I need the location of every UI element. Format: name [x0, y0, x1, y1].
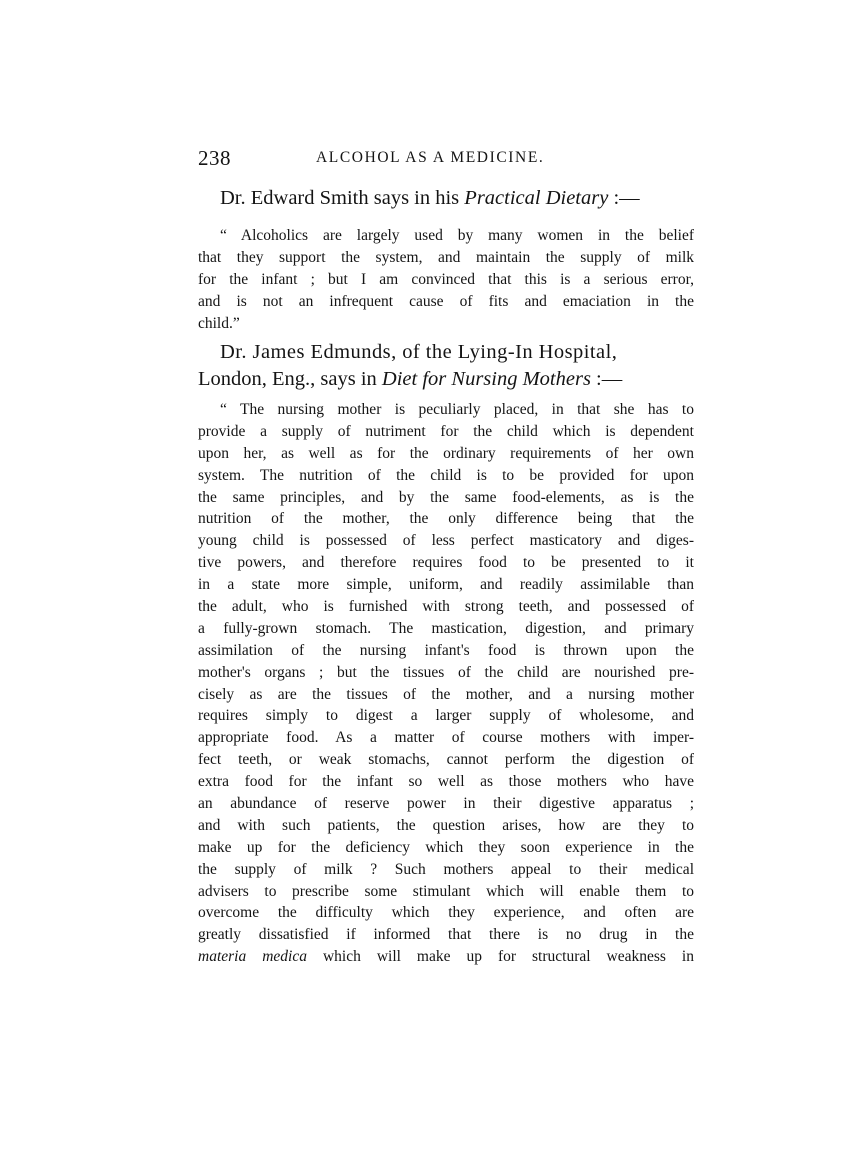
smith-quote-line: that they support the system, and maintain the supply of milk [198, 249, 694, 266]
edmunds-quote-line: requires simply to digest a larger supply of wholesome, and [198, 707, 694, 725]
smith-quote [198, 225, 694, 335]
edmunds-quote-line: overcome the difficulty which they experience, and often are [198, 904, 694, 922]
edmunds-quote [198, 399, 694, 968]
edmunds-quote-line: provide a supply of nutriment for the child which is dependent [198, 422, 694, 440]
edmunds-quote-line: upon her, as well as for the ordinary requirements of her own [198, 444, 694, 462]
edmunds-book-title: Diet for Nursing Mothers [381, 368, 591, 390]
smith-intro-line [198, 186, 698, 210]
smith-quote-line: “ Alcoholics are largely used by many women in the belief [220, 227, 694, 244]
page-number: 238 [198, 146, 231, 170]
page-header [198, 146, 698, 172]
edmunds-quote-line: in a state more simple, uniform, and readily assimilable than [198, 576, 694, 594]
smith-intro [198, 186, 698, 210]
edmunds-quote-line: fect teeth, or weak stomachs, cannot perform the digestion of [198, 751, 694, 769]
smith-intro-lead: Dr. Edward Smith says in his [220, 187, 465, 209]
edmunds-quote-line: young child is possessed of less perfect masticatory and diges- [198, 532, 694, 550]
edmunds-quote-line [198, 946, 694, 968]
edmunds-intro-tail: :— [590, 368, 623, 390]
running-head: ALCOHOL AS A MEDICINE. [316, 149, 545, 166]
edmunds-quote-line: tive powers, and therefore requires food to be presented to it [198, 554, 694, 572]
smith-book-title: Practical Dietary [464, 187, 609, 209]
edmunds-quote-line: cisely as are the tissues of the mother, and a nursing mother [198, 685, 694, 703]
edmunds-quote-line: an abundance of reserve power in their digestive apparatus ; [198, 795, 694, 813]
edmunds-quote-line: and with such patients, the question arises, how are they to [198, 816, 694, 834]
edmunds-quote-line: nutrition of the mother, the only difference being that the [198, 510, 694, 528]
edmunds-quote-line: the same principles, and by the same food-elements, as is the [198, 488, 694, 506]
materia-medica-phrase: materia medica [198, 948, 307, 966]
edmunds-intro [198, 340, 698, 391]
smith-quote-line: for the infant ; but I am convinced that this is a serious error, [198, 271, 694, 288]
edmunds-quote-line: greatly dissatisfied if informed that there is no drug in the [198, 926, 694, 944]
smith-intro-tail: :— [608, 187, 640, 209]
edmunds-intro-line: Dr. James Edmunds, of the Lying-In Hospital, [220, 341, 618, 363]
edmunds-intro-lead: London, Eng., says in [198, 368, 382, 390]
edmunds-quote-line: a fully-grown stomach. The mastication, digestion, and primary [198, 619, 694, 637]
edmunds-quote-line: advisers to prescribe some stimulant which will enable them to [198, 882, 694, 900]
edmunds-quote-line: system. The nutrition of the child is to be provided for upon [198, 466, 694, 484]
edmunds-quote-line: assimilation of the nursing infant's food is thrown upon the [198, 641, 694, 659]
edmunds-quote-line: the adult, who is furnished with strong teeth, and possessed of [198, 598, 694, 616]
edmunds-quote-line: mother's organs ; but the tissues of the child are nourished pre- [198, 663, 694, 681]
edmunds-quote-line: the supply of milk ? Such mothers appeal to their medical [198, 860, 694, 878]
edmunds-quote-line: “ The nursing mother is peculiarly placed, in that she has to [220, 401, 694, 418]
smith-quote-line: and is not an infrequent cause of fits and emaciation in the [198, 293, 694, 310]
edmunds-quote-line: extra food for the infant so well as those mothers who have [198, 773, 694, 791]
edmunds-quote-line: appropriate food. As a matter of course mothers with imper- [198, 729, 694, 747]
smith-quote-line: child.” [198, 315, 240, 332]
edmunds-quote-line: make up for the deficiency which they soon experience in the [198, 838, 694, 856]
edmunds-last-line-text: which will make up for structural weakness in [306, 948, 694, 966]
edmunds-intro-line [198, 367, 698, 391]
